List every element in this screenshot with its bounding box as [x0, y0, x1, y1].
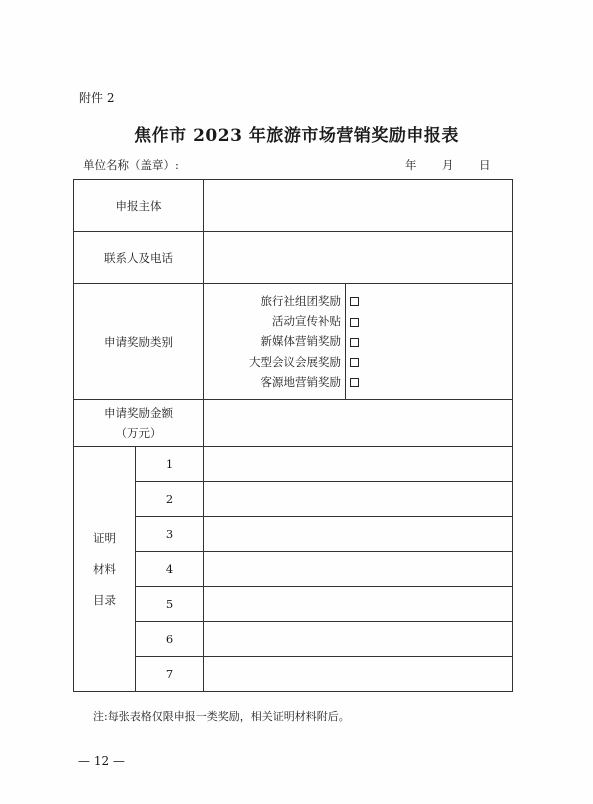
contact-field[interactable]	[204, 232, 513, 284]
amount-label-line2: （万元）	[115, 426, 162, 440]
proof-label-line: 材料	[92, 561, 116, 576]
category-options	[204, 284, 513, 400]
category-option-checkbox[interactable]	[350, 372, 359, 392]
proof-label-line: 目录	[92, 592, 116, 607]
proof-field[interactable]	[204, 482, 513, 517]
proof-row	[74, 587, 513, 622]
proof-number: 4	[135, 552, 203, 587]
proof-field[interactable]	[204, 552, 513, 587]
category-option-label: 旅行社组团奖励	[260, 293, 341, 308]
unit-name-label: 单位名称（盖章）:	[83, 158, 179, 172]
checkbox-icon[interactable]	[350, 378, 359, 387]
category-names	[204, 284, 346, 399]
footnote: 注:每张表格仅限申报一类奖励，相关证明材料附后。	[93, 710, 350, 723]
category-option-label: 客源地营销奖励	[260, 374, 341, 389]
category-option-checkbox[interactable]	[350, 311, 359, 331]
applicant-row	[74, 180, 513, 232]
proof-number: 1	[135, 447, 203, 482]
category-option-checkbox[interactable]	[350, 331, 359, 351]
amount-row	[74, 400, 513, 447]
category-checkboxes	[346, 284, 359, 399]
category-option-label: 大型会议会展奖励	[249, 354, 341, 369]
proof-row	[74, 482, 513, 517]
proof-row	[74, 517, 513, 552]
proof-field[interactable]	[204, 517, 513, 552]
category-option-label: 活动宣传补贴	[272, 314, 341, 329]
category-option-label: 新媒体营销奖励	[260, 334, 341, 349]
month-label: 月	[442, 158, 454, 172]
applicant-field[interactable]	[204, 180, 513, 232]
amount-field[interactable]	[204, 400, 513, 447]
proof-field[interactable]	[204, 587, 513, 622]
applicant-label: 申报主体	[74, 180, 204, 232]
amount-label	[74, 400, 204, 447]
category-option-checkbox[interactable]	[350, 352, 359, 372]
contact-row	[74, 232, 513, 284]
proof-label-line: 证明	[92, 530, 116, 545]
proof-field[interactable]	[204, 447, 513, 482]
checkbox-icon[interactable]	[350, 318, 359, 327]
attachment-label: 附件 2	[79, 91, 115, 105]
checkbox-icon[interactable]	[350, 297, 359, 306]
category-label: 申请奖励类别	[74, 284, 204, 400]
proof-number: 5	[135, 587, 203, 622]
contact-label: 联系人及电话	[74, 232, 204, 284]
proof-section	[74, 447, 513, 692]
amount-label-line1: 申请奖励金额	[104, 406, 173, 420]
proof-number: 2	[135, 482, 203, 517]
day-label: 日	[479, 158, 491, 172]
proof-row	[74, 447, 513, 482]
form-title: 焦作市 2023 年旅游市场营销奖励申报表	[134, 126, 459, 146]
year-label: 年	[405, 158, 417, 172]
proof-number: 3	[135, 517, 203, 552]
category-row	[74, 284, 513, 400]
checkbox-icon[interactable]	[350, 358, 359, 367]
proof-row	[74, 657, 513, 692]
proof-row	[74, 552, 513, 587]
proof-label	[74, 447, 136, 692]
page-number: — 12 —	[78, 754, 125, 768]
proof-field[interactable]	[204, 622, 513, 657]
proof-number: 6	[135, 622, 203, 657]
proof-row	[74, 622, 513, 657]
proof-number: 7	[135, 657, 203, 692]
proof-field[interactable]	[204, 657, 513, 692]
category-option-checkbox[interactable]	[350, 291, 359, 311]
application-form-table	[73, 179, 513, 692]
checkbox-icon[interactable]	[350, 338, 359, 347]
